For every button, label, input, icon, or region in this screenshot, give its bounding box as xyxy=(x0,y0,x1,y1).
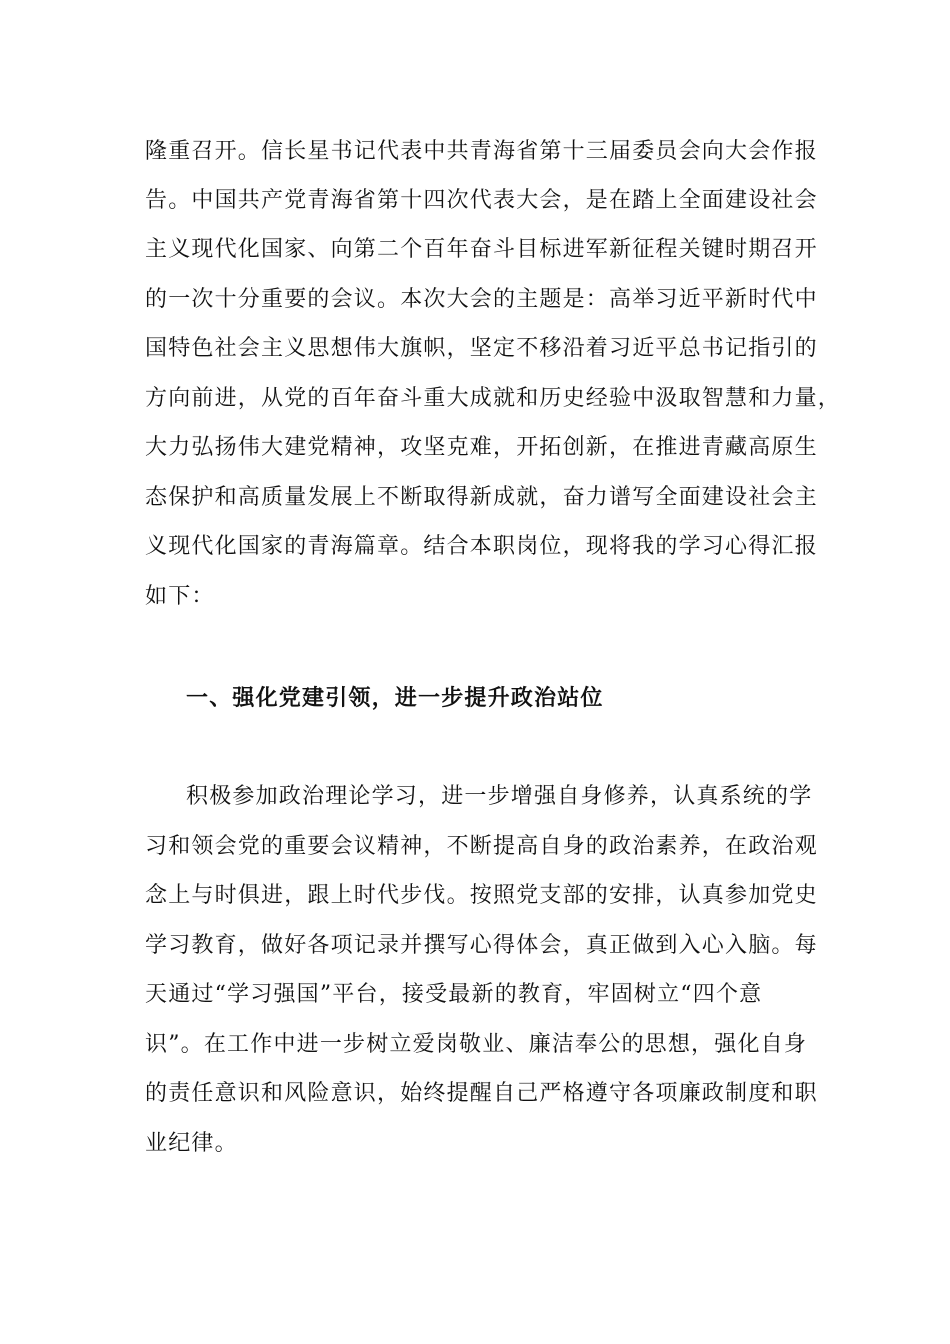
paragraph-line: 的一次十分重要的会议。本次大会的主题是：高举习近平新时代中 xyxy=(145,287,818,312)
paragraph-line: 学习教育，做好各项记录并撰写心得体会，真正做到入心入脑。每 xyxy=(145,933,818,958)
paragraph-line: 方向前进，从党的百年奋斗重大成就和历史经验中汲取智慧和力量， xyxy=(145,386,842,411)
paragraph-line: 积极参加政治理论学习，进一步增强自身修养，认真系统的学 xyxy=(186,784,813,809)
paragraph-line: 义现代化国家的青海篇章。结合本职岗位，现将我的学习心得汇报 xyxy=(145,534,818,559)
paragraph-line: 大力弘扬伟大建党精神，攻坚克难，开拓创新，在推进青藏高原生 xyxy=(145,435,818,460)
paragraph-line: 如下： xyxy=(145,584,215,609)
paragraph-line: 主义现代化国家、向第二个百年奋斗目标进军新征程关键时期召开 xyxy=(145,237,818,262)
paragraph-line: 天通过“学习强国”平台，接受最新的教育，牢固树立“四个意 xyxy=(145,982,763,1007)
paragraph-line: 态保护和高质量发展上不断取得新成就，奋力谱写全面建设社会主 xyxy=(145,485,818,510)
paragraph-line: 习和领会党的重要会议精神，不断提高自身的政治素养，在政治观 xyxy=(145,834,818,859)
paragraph-line: 念上与时俱进，跟上时代步伐。按照党支部的安排，认真参加党史 xyxy=(145,883,818,908)
section-heading: 一、强化党建引领，进一步提升政治站位 xyxy=(186,685,604,711)
paragraph-line: 隆重召开。信长星书记代表中共青海省第十三届委员会向大会作报 xyxy=(145,139,818,164)
paragraph-line: 国特色社会主义思想伟大旗帜，坚定不移沿着习近平总书记指引的 xyxy=(145,336,818,361)
paragraph-line: 业纪律。 xyxy=(145,1131,238,1156)
paragraph-line: 告。中国共产党青海省第十四次代表大会，是在踏上全面建设社会 xyxy=(145,188,818,213)
paragraph-line: 的责任意识和风险意识，始终提醒自己严格遵守各项廉政制度和职 xyxy=(145,1081,818,1106)
paragraph-line: 识”。在工作中进一步树立爱岗敬业、廉洁奉公的思想，强化自身 xyxy=(145,1032,808,1057)
